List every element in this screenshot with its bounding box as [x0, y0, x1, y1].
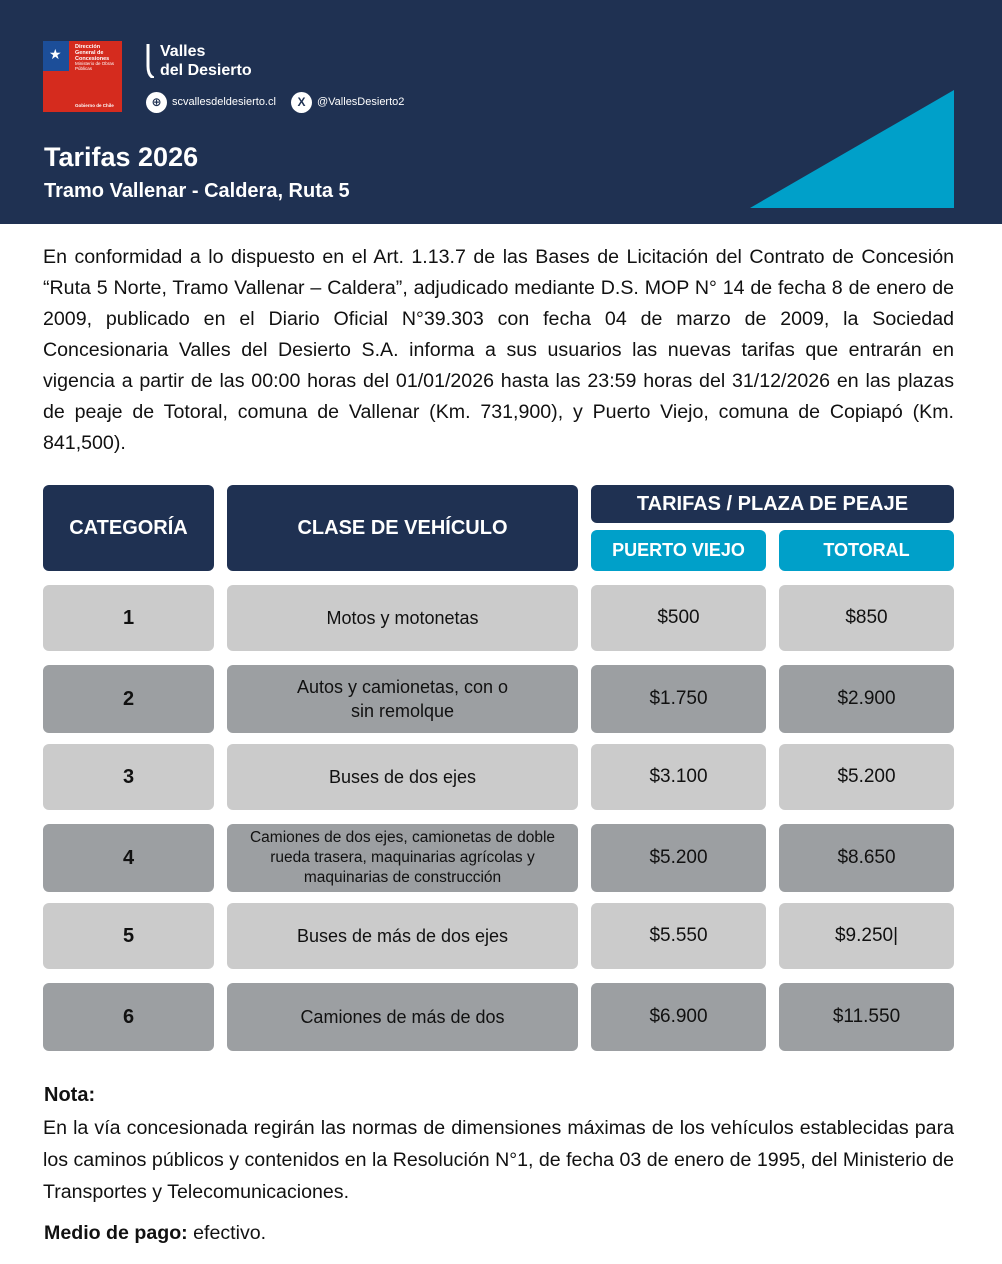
- logo-org-name: Dirección General de Concesiones: [75, 44, 110, 62]
- row-5-category: 5: [43, 903, 214, 969]
- payment-method: [44, 1222, 266, 1245]
- row-2-vehicle: Autos y camionetas, con o sin remolque: [227, 665, 578, 733]
- logo-gov: Gobierno de Chile: [75, 103, 114, 108]
- row-5-vehicle: Buses de más de dos ejes: [227, 903, 578, 969]
- x-icon: X: [291, 92, 312, 113]
- row-3-totoral: $5.200: [779, 744, 954, 810]
- note-text: En la vía concesionada regirán las normas de dimensiones máximas de los vehículos establecidas para los caminos públicos y contenidos en la Resolución N°1, de fecha 03 de enero de 1995, del Ministerio de Transportes y Telecomunicaciones.: [43, 1117, 954, 1203]
- row-6-vehicle: Camiones de más de dos: [227, 983, 578, 1051]
- brand-logo: [160, 42, 252, 80]
- brand-line2: del Desierto: [160, 62, 252, 79]
- x-handle-text: @VallesDesierto2: [317, 96, 405, 108]
- accent-triangle: [750, 90, 954, 208]
- header-totoral: TOTORAL: [779, 530, 954, 571]
- row-3-puerto-viejo: $3.100: [591, 744, 766, 810]
- website-link[interactable]: [146, 91, 276, 113]
- star-icon: ★: [49, 46, 62, 62]
- row-6-category: 6: [43, 983, 214, 1051]
- payment-value: efectivo.: [193, 1222, 267, 1244]
- logo-ministry: Ministerio de Obras Públicas: [75, 61, 115, 71]
- note-title: Nota:: [44, 1084, 96, 1106]
- header-category: CATEGORÍA: [43, 485, 214, 571]
- row-2-category: 2: [43, 665, 214, 733]
- row-5-puerto-viejo: $5.550: [591, 903, 766, 969]
- row-2-puerto-viejo: $1.750: [591, 665, 766, 733]
- header-puerto-viejo: PUERTO VIEJO: [591, 530, 766, 571]
- row-4-category: 4: [43, 824, 214, 892]
- page-title: Tarifas 2026: [44, 142, 199, 172]
- brand-line1: Valles: [160, 43, 206, 60]
- header-vehicle-class: CLASE DE VEHÍCULO: [227, 485, 578, 571]
- row-4-totoral: $8.650: [779, 824, 954, 892]
- row-3-category: 3: [43, 744, 214, 810]
- brand-mark-icon: [146, 44, 154, 78]
- row-1-vehicle: Motos y motonetas: [227, 585, 578, 651]
- globe-icon: ⊕: [146, 92, 167, 113]
- row-1-category: 1: [43, 585, 214, 651]
- row-5-totoral: $9.250|: [779, 903, 954, 969]
- row-4-puerto-viejo: $5.200: [591, 824, 766, 892]
- page-subtitle: Tramo Vallenar - Caldera, Ruta 5: [44, 180, 350, 202]
- row-3-vehicle: Buses de dos ejes: [227, 744, 578, 810]
- row-1-totoral: $850: [779, 585, 954, 651]
- website-text: scvallesdeldesierto.cl: [172, 96, 276, 108]
- row-1-puerto-viejo: $500: [591, 585, 766, 651]
- payment-label: Medio de pago:: [44, 1222, 188, 1244]
- header-banner: [0, 0, 1002, 224]
- row-4-vehicle: Camiones de dos ejes, camionetas de doble rueda trasera, maquinarias agrícolas y maquinarias de construcción: [227, 824, 578, 892]
- header-tarifas: TARIFAS / PLAZA DE PEAJE: [591, 485, 954, 523]
- row-2-totoral: $2.900: [779, 665, 954, 733]
- x-link[interactable]: [291, 91, 404, 113]
- row-6-puerto-viejo: $6.900: [591, 983, 766, 1051]
- mop-logo: [43, 41, 122, 112]
- intro-paragraph: En conformidad a lo dispuesto en el Art. 1.13.7 de las Bases de Licitación del Contrato de Concesión “Ruta 5 Norte, Tramo Vallenar – Caldera”, adjudicado mediante D.S. MOP N° 14 de fecha 8 de enero de 2009, publicado en el Diario Oficial N°39.303 con fecha 04 de marzo de 2009, la Sociedad Concesionaria Valles del Desierto S.A. informa a sus usuarios las nuevas tarifas que entrarán en vigencia a partir de las 00:00 horas del 01/01/2026 hasta las 23:59 horas del 31/12/2026 en las plazas de peaje de Totoral, comuna de Vallenar (Km. 731,900), y Puerto Viejo, comuna de Copiapó (Km. 841,500).: [43, 246, 954, 454]
- row-6-totoral: $11.550: [779, 983, 954, 1051]
